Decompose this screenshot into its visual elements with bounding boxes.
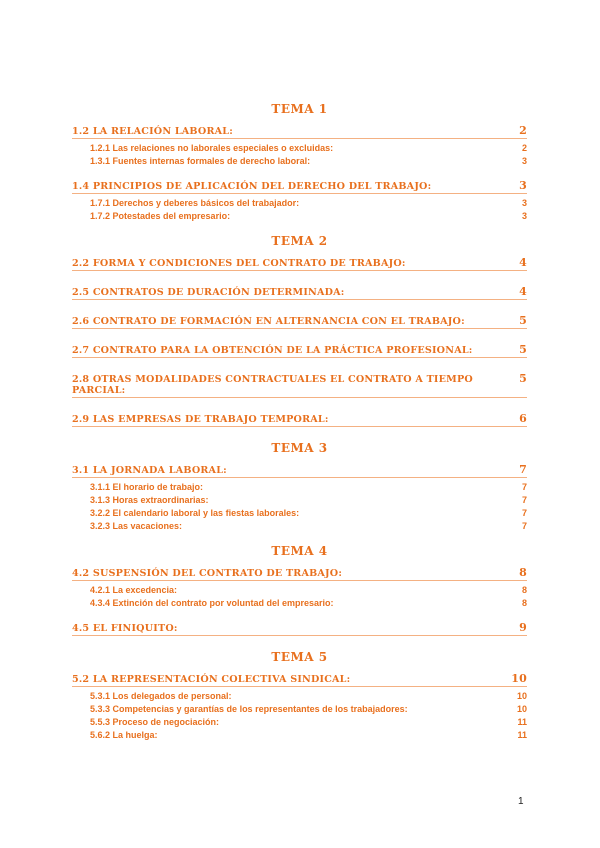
toc-subentry[interactable]	[72, 717, 527, 727]
toc-entry-page: 5	[519, 343, 527, 356]
section-heading: TEMA 4	[271, 544, 328, 558]
toc-entry-page: 2	[519, 124, 527, 137]
toc-entry-title: 1.3.1 Fuentes internas formales de derecho laboral:	[90, 156, 311, 166]
toc-entry[interactable]	[72, 463, 527, 478]
toc-subentry[interactable]	[72, 730, 527, 740]
toc-subentry[interactable]	[72, 156, 527, 166]
toc-entry-page: 8	[519, 566, 527, 579]
toc-entry-title: 1.7.2 Potestades del empresario:	[90, 211, 231, 221]
toc-entry-page: 4	[519, 256, 527, 269]
toc-entry[interactable]	[72, 256, 527, 271]
toc-entry-title: 2.9 LAS EMPRESAS DE TRABAJO TEMPORAL:	[72, 414, 329, 425]
toc-subentry[interactable]	[72, 598, 527, 608]
toc-entry-page: 7	[521, 508, 527, 518]
toc-subentry[interactable]	[72, 143, 527, 153]
toc-entry-title: 1.4 PRINCIPIOS DE APLICACIÓN DEL DERECHO DEL TRABAJO:	[72, 181, 432, 192]
toc-subentry[interactable]	[72, 508, 527, 518]
toc-entry-page: 3	[521, 198, 527, 208]
toc-entry-title: 3.2.3 Las vacaciones:	[90, 521, 183, 531]
toc-entry[interactable]	[72, 343, 527, 358]
toc-entry-page: 3	[521, 156, 527, 166]
toc-subentry[interactable]	[72, 482, 527, 492]
toc-entry-title: 5.3.3 Competencias y garantías de los representantes de los trabajadores:	[90, 704, 408, 714]
toc-entry-page: 10	[516, 691, 527, 701]
toc-entry-title: 5.5.3 Proceso de negociación:	[90, 717, 220, 727]
toc-entry[interactable]	[72, 621, 527, 636]
toc-subentry[interactable]	[72, 211, 527, 221]
toc-subentry[interactable]	[72, 704, 527, 714]
toc-entry-title: 4.2.1 La excedencia:	[90, 585, 178, 595]
toc-entry-title: 1.7.1 Derechos y deberes básicos del trabajador:	[90, 198, 300, 208]
page-number: 1	[518, 796, 524, 807]
toc-entry-page: 5	[519, 372, 527, 385]
toc-entry-page: 8	[521, 598, 527, 608]
toc-entry-title: 3.1.1 El horario de trabajo:	[90, 482, 204, 492]
toc-subentry[interactable]	[72, 691, 527, 701]
toc-entry-page: 8	[521, 585, 527, 595]
toc-subentry[interactable]	[72, 495, 527, 505]
toc-entry-title: 5.3.1 Los delegados de personal:	[90, 691, 232, 701]
toc-entry-title: 1.2 LA RELACIÓN LABORAL:	[72, 126, 233, 137]
toc-entry-page: 9	[519, 621, 527, 634]
toc-entry-page: 3	[519, 179, 527, 192]
toc-entry-page: 3	[521, 211, 527, 221]
toc-entry[interactable]	[72, 672, 527, 687]
section-heading: TEMA 2	[271, 234, 328, 248]
toc-entry-page: 7	[521, 482, 527, 492]
section-heading: TEMA 3	[271, 441, 328, 455]
toc-entry-title: 5.6.2 La huelga:	[90, 730, 158, 740]
toc-entry-page: 5	[519, 314, 527, 327]
toc-entry-page: 10	[516, 704, 527, 714]
toc-entry[interactable]	[72, 314, 527, 329]
toc-entry-page: 7	[521, 495, 527, 505]
toc-entry-title: 5.2 LA REPRESENTACIÓN COLECTIVA SINDICAL:	[72, 674, 351, 685]
toc-entry[interactable]	[72, 124, 527, 139]
toc-entry-title: 3.1 LA JORNADA LABORAL:	[72, 465, 227, 476]
section-heading: TEMA 1	[271, 102, 328, 116]
toc-entry-title: 4.3.4 Extinción del contrato por voluntad del empresario:	[90, 598, 334, 608]
toc-entry-title: 2.8 OTRAS MODALIDADES CONTRACTUALES EL CONTRATO A TIEMPO PARCIAL:	[72, 374, 473, 396]
toc-entry-page: 10	[511, 672, 527, 685]
toc-subentry[interactable]	[72, 198, 527, 208]
toc-entry[interactable]	[72, 285, 527, 300]
toc-entry-page: 7	[521, 521, 527, 531]
toc-entry-title: 2.7 CONTRATO PARA LA OBTENCIÓN DE LA PRÁCTICA PROFESIONAL:	[72, 345, 473, 356]
toc-entry-page: 11	[517, 730, 527, 740]
toc-entry-title: 4.5 EL FINIQUITO:	[72, 623, 178, 634]
toc-entry-title: 3.1.3 Horas extraordinarias:	[90, 495, 209, 505]
toc-entry-title: 2.2 FORMA Y CONDICIONES DEL CONTRATO DE TRABAJO:	[72, 258, 406, 269]
toc-entry-page: 6	[519, 412, 527, 425]
toc-entry-page: 4	[519, 285, 527, 298]
toc-entry[interactable]	[72, 412, 527, 427]
toc-entry[interactable]	[72, 566, 527, 581]
toc-entry-title: 4.2 SUSPENSIÓN DEL CONTRATO DE TRABAJO:	[72, 568, 343, 579]
toc-entry-page: 7	[519, 463, 527, 476]
toc-entry-title: 3.2.2 El calendario laboral y las fiestas laborales:	[90, 508, 300, 518]
toc-subentry[interactable]	[72, 521, 527, 531]
toc-entry[interactable]	[72, 372, 527, 398]
toc-entry-page: 2	[521, 143, 527, 153]
toc-entry-page: 11	[517, 717, 527, 727]
toc-subentry[interactable]	[72, 585, 527, 595]
section-heading: TEMA 5	[271, 650, 328, 664]
table-of-contents	[72, 96, 527, 747]
toc-entry[interactable]	[72, 179, 527, 194]
toc-entry-title: 2.6 CONTRATO DE FORMACIÓN EN ALTERNANCIA CON EL TRABAJO:	[72, 316, 465, 327]
toc-entry-title: 2.5 CONTRATOS DE DURACIÓN DETERMINADA:	[72, 287, 345, 298]
toc-entry-title: 1.2.1 Las relaciones no laborales especiales o excluidas:	[90, 143, 334, 153]
